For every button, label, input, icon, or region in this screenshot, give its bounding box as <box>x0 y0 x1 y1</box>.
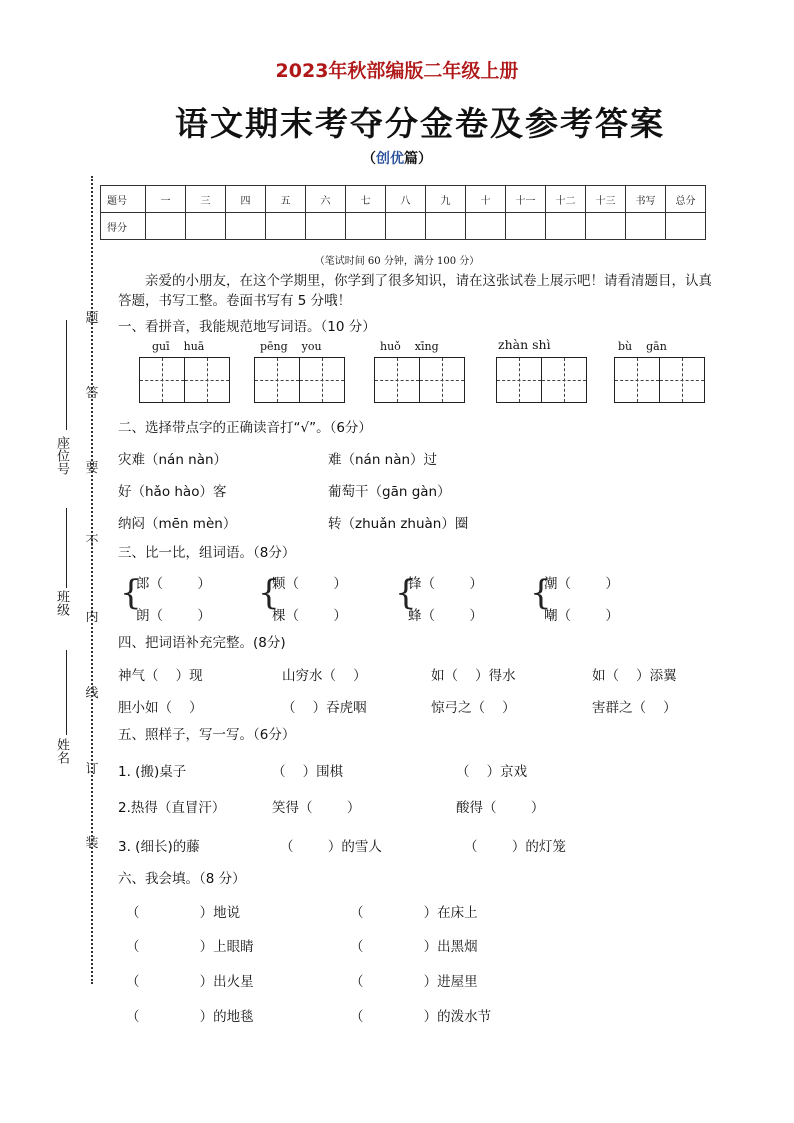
binding-dotted-line <box>91 176 93 984</box>
class-label: 班级 <box>54 590 69 616</box>
seat-number-line[interactable] <box>66 320 67 430</box>
exam-series-title: 2023年秋部编版二年级上册 <box>275 60 519 82</box>
score-cell[interactable] <box>266 213 306 240</box>
exam-time-note: （笔试时间 60 分钟，满分 100 分） <box>314 256 480 267</box>
imitate-item: 1. (搬)桌子 <box>118 764 187 780</box>
pronunciation-item[interactable]: 转（zhuǎn zhuàn）圈 <box>328 516 469 532</box>
section-1-title: 一、看拼音，我能规范地写词语。（10 分） <box>118 319 376 335</box>
word-compare-item[interactable]: 蜂（ ） <box>408 608 483 624</box>
binding-label: 答 <box>85 386 99 401</box>
binding-label: 要 <box>85 461 99 476</box>
score-header-cell: 六 <box>306 186 346 213</box>
pinyin-label: pēng you <box>260 340 322 353</box>
writing-grid-3[interactable] <box>374 357 465 403</box>
imitate-item[interactable]: （ ）围棋 <box>272 764 344 780</box>
score-cell[interactable] <box>306 213 346 240</box>
word-compare-item[interactable]: 朗（ ） <box>136 608 211 624</box>
score-header-cell: 七 <box>346 186 386 213</box>
pronunciation-item[interactable]: 纳闷（mēn mèn） <box>118 516 237 532</box>
score-header-cell: 一 <box>146 186 186 213</box>
binding-label: 订 <box>85 762 99 777</box>
score-header-cell: 三 <box>186 186 226 213</box>
score-header-cell: 书写 <box>626 186 666 213</box>
word-compare-item[interactable]: 颗（ ） <box>272 576 347 592</box>
score-cell[interactable] <box>466 213 506 240</box>
pronunciation-item[interactable]: 好（hǎo hào）客 <box>118 484 227 500</box>
seat-number-label: 座位号 <box>54 436 69 475</box>
score-cell[interactable] <box>346 213 386 240</box>
score-cell[interactable] <box>506 213 546 240</box>
imitate-item[interactable]: （ ）的灯笼 <box>464 839 566 855</box>
binding-label: 内 <box>85 610 99 625</box>
fill-item[interactable]: （ ）在床上 <box>350 905 478 921</box>
score-cell[interactable] <box>586 213 626 240</box>
intro-paragraph: 亲爱的小朋友，在这个学期里，你学到了很多知识，请在这张试卷上展示吧！请看清题目，认真答题，书写工整。卷面书写有 5 分哦！ <box>118 273 712 309</box>
score-header-cell: 十三 <box>586 186 626 213</box>
score-table-header-row <box>101 186 706 213</box>
pronunciation-item[interactable]: 灾难（nán nàn） <box>118 452 228 468</box>
writing-grid-2[interactable] <box>254 357 345 403</box>
section-3-title: 三、比一比，组词语。（8分） <box>118 545 296 561</box>
score-row-label: 得分 <box>101 213 146 240</box>
pronunciation-item[interactable]: 难（nán nàn）过 <box>328 452 438 468</box>
score-header-cell: 总分 <box>666 186 706 213</box>
idiom-item[interactable]: 害群之（ ） <box>592 700 677 716</box>
score-header-cell: 十一 <box>506 186 546 213</box>
score-header-cell: 十 <box>466 186 506 213</box>
writing-grid-4[interactable] <box>496 357 587 403</box>
imitate-item: 2.热得（直冒汗） <box>118 800 226 816</box>
word-compare-item[interactable]: 棵（ ） <box>272 608 347 624</box>
fill-item[interactable]: （ ）地说 <box>126 905 241 921</box>
fill-item[interactable]: （ ）的泼水节 <box>350 1009 492 1025</box>
word-compare-item[interactable]: 潮（ ） <box>544 576 619 592</box>
binding-label: 装 <box>85 836 99 851</box>
fill-item[interactable]: （ ）出火星 <box>126 974 254 990</box>
idiom-item[interactable]: 神气（ ）现 <box>118 668 203 684</box>
pinyin-label: huǒ xīng <box>380 340 439 353</box>
exam-main-title: 语文期末考夺分金卷及参考答案 <box>175 104 665 143</box>
name-line[interactable] <box>66 650 67 735</box>
section-2-title: 二、选择带点字的正确读音打“√”。（6分） <box>118 420 372 436</box>
score-cell[interactable] <box>386 213 426 240</box>
pinyin-label: zhàn shì <box>498 337 551 352</box>
score-header-cell: 八 <box>386 186 426 213</box>
imitate-item[interactable]: （ ）京戏 <box>456 764 528 780</box>
word-compare-item[interactable]: 嘲（ ） <box>544 608 619 624</box>
brace-icon: { <box>120 573 142 613</box>
score-header-cell: 五 <box>266 186 306 213</box>
score-cell[interactable] <box>426 213 466 240</box>
score-cell[interactable] <box>186 213 226 240</box>
brace-icon: { <box>530 573 552 613</box>
section-5-title: 五、照样子，写一写。（6分） <box>118 727 296 743</box>
imitate-item[interactable]: （ ）的雪人 <box>280 839 382 855</box>
score-cell[interactable] <box>626 213 666 240</box>
writing-grid-5[interactable] <box>614 357 705 403</box>
score-header-cell: 四 <box>226 186 266 213</box>
word-compare-item[interactable]: 郎（ ） <box>136 576 211 592</box>
imitate-item[interactable]: 笑得（ ） <box>272 800 361 816</box>
fill-item[interactable]: （ ）进屋里 <box>350 974 478 990</box>
score-table <box>100 185 706 240</box>
imitate-item: 3. (细长)的藤 <box>118 839 200 855</box>
score-table-score-row <box>101 213 706 240</box>
fill-item[interactable]: （ ）的地毯 <box>126 1009 254 1025</box>
binding-label: 题 <box>85 311 99 326</box>
fill-item[interactable]: （ ）上眼睛 <box>126 939 254 955</box>
score-cell[interactable] <box>666 213 706 240</box>
idiom-item[interactable]: 山穷水（ ） <box>282 668 367 684</box>
idiom-item[interactable]: 胆小如（ ） <box>118 700 203 716</box>
idiom-item[interactable]: 如（ ）得水 <box>431 668 516 684</box>
writing-grid-1[interactable] <box>139 357 230 403</box>
idiom-item[interactable]: 如（ ）添翼 <box>592 668 677 684</box>
class-line[interactable] <box>66 508 67 588</box>
pinyin-label: bù gān <box>618 340 667 353</box>
section-6-title: 六、我会填。（8 分） <box>118 871 246 887</box>
brace-icon: { <box>395 573 417 613</box>
score-cell[interactable] <box>226 213 266 240</box>
imitate-item[interactable]: 酸得（ ） <box>456 800 545 816</box>
fill-item[interactable]: （ ）出黑烟 <box>350 939 478 955</box>
idiom-item[interactable]: 惊弓之（ ） <box>431 700 516 716</box>
idiom-item[interactable]: （ ）吞虎咽 <box>282 700 367 716</box>
name-label: 姓名 <box>54 738 69 764</box>
exam-subtitle: （创优篇） <box>362 151 432 167</box>
section-4-title: 四、把词语补充完整。(8分) <box>118 635 286 651</box>
score-header-cell: 九 <box>426 186 466 213</box>
score-header-cell: 题号 <box>101 186 146 213</box>
score-cell[interactable] <box>146 213 186 240</box>
pinyin-label: guī huā <box>152 340 205 353</box>
brace-icon: { <box>258 573 280 613</box>
score-cell[interactable] <box>546 213 586 240</box>
score-header-cell: 十二 <box>546 186 586 213</box>
binding-label: 线 <box>85 686 99 701</box>
pronunciation-item[interactable]: 葡萄干（gān gàn） <box>328 484 451 500</box>
word-compare-item[interactable]: 锋（ ） <box>408 576 483 592</box>
binding-label: 不 <box>85 534 99 549</box>
